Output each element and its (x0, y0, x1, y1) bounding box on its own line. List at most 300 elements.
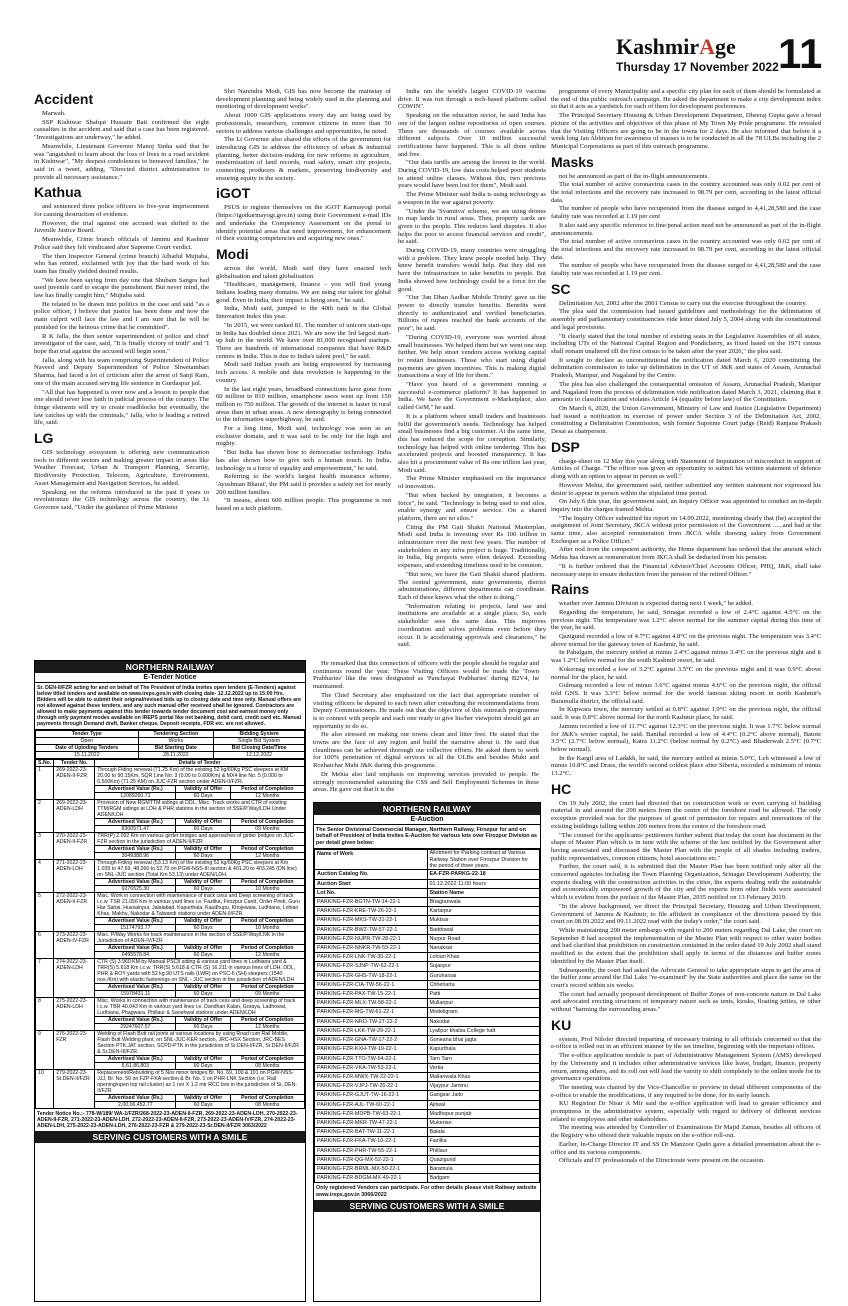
heading-lg: LG (34, 430, 54, 447)
period-of-completion: 12 Months (230, 853, 304, 860)
lot-number: PARKING-FZR-MG-TW-61-22-1 (315, 1008, 428, 1017)
paragraph: About 1000 GIS applications every day are being used by professionals, researchers, common citizens in more than 50 sectors to address various challenges and opportunities, he noted. (216, 112, 391, 135)
paragraph: "We have been saying from day one that Shubam Sangra had used juvenile card to escape the punishment. But never mind, the law has finally caught him," Mujtaba said. (34, 276, 209, 300)
station-name: Ajitwal (427, 1100, 540, 1109)
validity-header: Validity of Offer (176, 786, 230, 793)
heading-ku: KU (551, 1016, 572, 1033)
heading-dsp: DSP (551, 438, 580, 455)
completion-header: Period of Completion (230, 918, 304, 925)
paragraph: Marwah. (42, 110, 66, 117)
validity-of-offer: 60 Days (176, 1024, 230, 1031)
auction-lot-row (315, 999, 540, 1008)
tender-sno: 2 (36, 800, 54, 833)
completion-header: Period of Completion (230, 1017, 304, 1024)
lot-number: PARKING-FZR-GNA-TW-17-22-2 (315, 1036, 428, 1045)
lot-number: PARKING-FZR-PHR-TW-55-22-1 (315, 1146, 428, 1155)
paragraph: programme of every Municipality and a specific city plan for each of them should be formulated at the end of this public outreach campaign. He asked the department to make a city development index so that it acts as a yardstick for each of them for development preferences. (551, 88, 821, 111)
station-name: Batala (427, 1128, 540, 1137)
name-of-work: Allotment for Parking contract at Various Railway Station over Firozpur Division for the period of three years. (427, 850, 540, 870)
paragraph: Kokernag recorded a low of 3.2°C against 3.5°C on the previous night and it was 0.9°C above normal for the place, he said. (551, 665, 821, 681)
station-name: Nakodar (427, 1017, 540, 1026)
story-body (216, 265, 391, 513)
lot-number: PARKING-FZR-KXH-TW-19-22-1 (315, 1045, 428, 1054)
station-name: Quazigund (427, 1155, 540, 1164)
paragraph: India, Modi said, jumped to the 40th rank in the Global Innovation Index this year. (216, 305, 391, 321)
period-of-completion: 08 Months (230, 1102, 304, 1109)
paragraph: During COVID-19, many countries were struggling with a problem. They knew people needed help. They knew benefit transfers would help. But they did not have the infrastructure to take benefits to people. But India showed how technology could be a force for the good. (398, 247, 546, 293)
validity-header: Validity of Offer (176, 819, 230, 826)
validity-of-offer: 60 Days (176, 793, 230, 800)
paragraph: Modi said Indian youth are being empowered by increasing tech access. A mobile and data revolution is happening in the country. (216, 361, 391, 384)
paragraph: "Information relating to projects, land use and institutions are available at a single place. So, each stakeholder sees the same data. This improves coordination and solves problems even before they occur. It is accelerating approvals and clearances," he said. (398, 602, 546, 649)
story-body (34, 203, 209, 427)
paragraph: weather over Jammu Division is expected during next 1 week," he added. (559, 600, 754, 608)
lot-number: PARKING-FZR-AJL-TW-60-22-1 (315, 1100, 428, 1109)
tender-number: 273-2022-23-ADEN-IV-FZR (54, 932, 95, 959)
auction-lot-row (315, 1100, 540, 1109)
paragraph: Jammu recorded a low of 11.7°C against 12.3°C on the previous night. It was 1.7°C below normal for J&K's winter capital, he said. Banihal recorded a low of 4.4°C (0.2°C above normal), Batote 3.5°C (2.7°C below normal), Katra 11.2°C (below normal by 0.2°C) and Bhaderwah 2.5°C (0.7°C below normal). (551, 722, 821, 753)
validity-header: Validity of Offer (176, 918, 230, 925)
lot-number: PARKING-FZR-MKR-TW-47-22-1 (315, 1118, 428, 1127)
lot-number: PARKING-FZR-LKK-TW-29-22-1 (315, 1026, 428, 1035)
advertised-value: 6495578.84 (95, 952, 176, 959)
tender-description: CTR (S) 3.960 KM by Manual PSC8 siding & various yard lines in Ludhiana yard & TRR(S) 5.618 Km i.c.w. TRR(S) 5.618 & CTR (S) 16.211 in various lines of LDH, DDL, PHR & ROY yards with 52 kg 90 UTS rails (LWR) on PSC-6 (SH) sleepers (1540 nos./Km) with elastic fastenings on SNL - JUC section in the jurisdiction of ADEN/LDH (95, 959, 305, 984)
heading-masks: Masks (551, 153, 594, 170)
story-body (551, 300, 821, 436)
paragraph: PSUS to register themselves on the iGOT Karmayogi portal (https://igotkarmayogi.gov.in) using their Government e-mail IDs and undertake the Competency Assessment on the portal to identify potential areas that need improvement, for enhancement of their existing competencies and acquiring new ones." (216, 204, 391, 243)
paragraph: The meeting was chaired by the Vice-Chancellor to preview in detail different components of the e-office to enable the modifications, if any required to be done, for its early launch. (551, 1083, 821, 1099)
advertised-value: 15978431.11 (95, 991, 176, 998)
period-of-completion: 10 Months (230, 886, 304, 893)
station-name: Mullanpur (427, 999, 540, 1008)
tender-description: Welding of Flash Butt rail joints at various locations by using Road cum Rail Mobile, Flash Butt Welding plant, on SNL-JUC-KER section, JRC-HSX Section, JRC-BES Section PTK.JAT section, SCPD-PTK in the jurisdiction of Sr.DEN-I/FZR, Sr.DEN-II/FZR & Sr.DEN-III/FZR. (95, 1031, 305, 1056)
tender-description: Misc. Works in connection with maintenance of track cess and deep screening of track i.c.w. TBR 40.043 Km in various yard lines i.e. Dandhari Kalan, Goraya, Ladhowal, Ludhiana, Phagwara, Phillaur & Sanehwal stations under ADEN/LDH (95, 998, 305, 1017)
bid-close-header: Bid Closing Date/Time (214, 745, 305, 752)
completion-header: Period of Completion (230, 945, 304, 952)
advertised-value-header: Advertised Value (Rs.) (95, 918, 176, 925)
lot-number: PARKING-FZR-CIA-TW-56-22-1 (315, 980, 428, 989)
paragraph: "It clearly stated that the total number of existing seats in the Legislative Assemblies of all states, including UTs of the National Capital Region and Pondicherry, as fixed based on the 1971 census shall remain unaltered till the first census to be taken after the year 2026," the plea said. (551, 332, 821, 355)
paragraph: Meanwhile, Crime branch officials of Jammu and Kashmir Police said they felt vindicated after Supreme Court verdict. (34, 236, 209, 251)
station-name: Baramula (427, 1164, 540, 1173)
paragraph: He related to be drawn into politics in the case and said "as a police officer, I believe that justice has been done and now the main culprit will face the law and I am sure that he will be punished for the heinous crime that he committed". (34, 300, 209, 331)
upload-date: 15.11.2022 (36, 752, 139, 759)
paragraph: The total number of active coronavirus cases in the country accounted was only 0.02 per cent of the total infections and the recovery rate increased to 98.79 per cent, according to the latest official data. (551, 238, 821, 261)
auction-lot-row (315, 1054, 540, 1063)
paragraph: and sentenced three police officers to five-year imprisonment for causing destruction of evidence. (34, 203, 209, 219)
paragraph: The Principal Secretary Housing & Urban Development Department, Dheeraj Gupta gave a broad picture of the activities and objectives of this phase of My Town My Pride programme. He revealed that the Visiting Officers are going to be in the towns for 2 days. He also informed that before it a week long Jan Abhiyan for awareness of masses is to be conducted in all the 78 ULBs including the 2 Municipal Corporations as part of this outreach programme. (551, 112, 821, 150)
period-of-completion: 12 Months (230, 793, 304, 800)
tender-number: 274-2022-23-ADEN-LDH (54, 959, 95, 998)
tender-sno: 8 (36, 998, 54, 1031)
column-2 (216, 88, 391, 652)
tender-number: 276-2022-23-FZR (54, 1031, 95, 1070)
paragraph: The e-office application module is part of Administrative Management System (AMS) developed by the University and it includes other administrative services like leave, budget, finance, property return, among others, and its roll out will lead the varsity to shift completely to the online mode for its governance operations. (551, 1052, 821, 1083)
tender-row (36, 1031, 305, 1056)
lot-header: Lot No. (315, 888, 428, 897)
paragraph: SSP Kishtwar Shafqat Hussain Batt confirmed the eight casualties in the accident and said that a case has been registered. "Investigations are underway," he added. (34, 118, 209, 142)
station-name: Nanaksar (427, 944, 540, 953)
paragraph: However, the trial against one accused was shifted to the Juvenile Justice Board. (34, 219, 209, 235)
auction-lot-row (315, 1118, 540, 1127)
paragraph: In Kupwara town, the mercury settled at 0.8°C against 1.9°C on the previous night, the official said. It was 0.8°C above normal for the north Kashmir place, he said. (551, 706, 821, 722)
paragraph: GIS technology ecosystem is offering new communication tools to different sectors and making greater impact in areas like Weather Forecast, Urban & Transport Planning, Security, Biodiversity Protection, Telecom, Agriculture, Environment, Asset Management and Navigation Services, he added. (34, 449, 209, 487)
completion-header: Period of Completion (230, 1095, 304, 1102)
advertised-value-header: Advertised Value (Rs.) (95, 945, 176, 952)
column-3-cs-story (313, 660, 539, 800)
paragraph: Meanwhile, Lieutenant Governor Manoj Sinha said that he was "anguished to learn about the loss of lives in a road accident in Kishtwar", "My deepest condolences to bereaved families," he said in a tweet, adding, "Directed district administration to provide all necessary assistance." (34, 142, 209, 181)
validity-of-offer: 60 Days (176, 925, 230, 932)
paragraph: Subsequently, the court had asked the Advocate General to take appropriate steps to get the area of the buffer zone around the Dal Lake "re-examined" by the State authorities and place the same on the court's record within six weeks. (551, 966, 821, 989)
auction-lot-row (315, 990, 540, 999)
station-name: Lyallpur khalsa College halt (427, 1026, 540, 1035)
advertised-value-header: Advertised Value (Rs.) (95, 879, 176, 886)
paragraph: The Prime Minister said India is using technology as a weapon in the war against poverty. (398, 191, 546, 206)
auction-lot-row (315, 907, 540, 916)
paragraph: "Our 'Jan Dhan Aadhar Mobile Trinity' gave us the power to directly transfer benefits. Benefits went directly to authenticated and verified beneficiaries. Billions of rupees reached the bank accounts of the poor", he said. (398, 294, 546, 333)
station-name: Nurpur Road (427, 934, 540, 943)
paragraph: Delimitation Act, 2002 after the 2001 Census to carry out the exercise throughout the country. (559, 299, 807, 307)
tender-sno: 10 (36, 1070, 54, 1109)
paragraph: "Have you heard of a government running a successful e-commerce platform? It has happened in India. We have the Government e-Marketplace, also called GeM," he said. (398, 381, 546, 412)
advertised-value: 8300571.47 (95, 826, 176, 833)
newspaper-logo: KashmirAge (616, 34, 736, 59)
paragraph: "But now, we have the Gati Shakti shared platform. The central government, state governments, district administrations, different departments can coordinate. Each of these knows what the other is doing." (398, 570, 546, 601)
lot-number: PARKING-FZR-GHS-TW-18-22-1 (315, 971, 428, 980)
auction-lot-row (315, 980, 540, 989)
lot-number: PARKING-FZR-VJPJ-TW-25-22-1 (315, 1082, 428, 1091)
paragraph: "All that has happened is over now and a lesson to people that one should never lose faith in judicial process of the country. The fringe elements will try to create roadblocks but eventually, the law catches up with the criminals," Jalla, who is leading a retired life, said. (34, 388, 209, 427)
lot-number: PARKING-FZR-BDGM-MX-49-22-1 (315, 1174, 428, 1183)
tender-row (36, 959, 305, 984)
paragraph: Dr Mehta also laid emphasis on improving services provided to people. He strongly recommended saturating the CSS and Self Employment Schemes in these areas. He gave out that it is the (313, 770, 539, 794)
advertised-value: 29247607.57 (95, 1024, 176, 1031)
completion-header: Period of Completion (230, 1056, 304, 1063)
tender-sno: 9 (36, 1031, 54, 1070)
station-name: Sujanpur (427, 962, 540, 971)
station-name: Madhopur punjab (427, 1109, 540, 1118)
auction-lot-row (315, 898, 540, 907)
heading-rains: Rains (551, 581, 590, 598)
auction-footer: Only registered Vendors can participate. For other details please visit Railway website www.ireps.gov.in 3066/2022 (316, 1185, 537, 1198)
auction-lot-row (315, 1174, 540, 1183)
paragraph: The number of people who have recuperated from the disease surged to 4,41,28,580 and the case fatality rate was recorded at 1.19 per cent. (551, 262, 821, 278)
period-of-completion: 09 Months (230, 826, 304, 833)
auction-lot-row (315, 962, 540, 971)
auction-lot-row (315, 1082, 540, 1091)
auction-lot-row (315, 1072, 540, 1081)
paragraph: Shri Narendra Modi, GIS has now become the mainstay of development planning and being widely used in the planning and monitoring of development works". (216, 88, 391, 111)
paragraph: "The counsel for the applicants/ petitioners further submit that today the court has document in the shape of Master Plan which is in tune with the scheme of the law notified by the Government after having associated and discussed the Master Plan with the people of all shades including traders, public representatives, common citizens, hotel associations etc." (551, 831, 821, 862)
advertised-value: 2,00,06,452.77 (95, 1102, 176, 1109)
auction-slogan: SERVING CUSTOMERS WITH A SMILE (314, 1200, 540, 1212)
column-1 (34, 88, 209, 652)
paragraph: On March 6, 2020, the Union Government, Ministry of Law and Justice (Legislative Department) had issued a notification in exercise of power under Section 3 of the Delimitation Act, 2002, constituting a Delimitation Commission, with former Supreme Court judge (Retd) Ranjana Prakash Desai as chairperson. (551, 404, 821, 436)
auction-lot-row (315, 916, 540, 925)
tender-row (36, 860, 305, 879)
tender-number: 272-2022-23-ADEN-II-FZR (54, 893, 95, 932)
paragraph: "But when backed by integration, it becomes a force", he said. "Technology is being used to end silos, enable synergy and ensure service. On a shared platform, there are no silos." (398, 491, 546, 522)
story-body (34, 449, 209, 512)
validity-header: Validity of Offer (176, 1017, 230, 1024)
completion-header: Period of Completion (230, 879, 304, 886)
tender-row (36, 800, 305, 819)
paragraph: The Prime Minister emphasised on the importance of innovation. (398, 475, 546, 491)
validity-header: Validity of Offer (176, 984, 230, 991)
paragraph: For a long time, Modi said, technology was seen as an exclusive domain, and it was said to be only for the high and mighty. (216, 425, 391, 448)
tender-intro: Sr. DEN-II/FZR acting for and on behalf of The President of India invites open tenders (E-Tenders) against below titled tenders and available on www.ireps.gov.in with closing date- 12.12.2022 up to 15:00 Hrs. Bidders will be able to submit their original/revised bids up to closing date and time only. Manual offers are not allowed against these tenders, and any such manual offer received shall be ignored. Contractors are allowed to make payments against this tender towards tender document cost and earnest money only through only payment modes available on IREPS portal like net banking, debit card, credit card etc. Manual payments through Demand draft, Banker cheque, Deposit receipts, FDR etc. are not allowed. (35, 683, 305, 730)
auction-lot-row (315, 1026, 540, 1035)
tender-number: 269-2022-23-ADEN-II-FZR (54, 767, 95, 800)
paragraph: The Chief Secretary also emphasized on the fact that appropriate number of visiting officers be deputed to each town after consulting the recommendations from Deputy Commissioners. He made out that the objective of this outreach programme is to connect with people and each one ready to give his/her viewpoint should get an opportunity to do so. (313, 691, 539, 730)
station-name: Tarn Tarn (427, 1054, 540, 1063)
station-name: Badgam (427, 1174, 540, 1183)
paragraph: "Our data tariffs are among the lowest in the world. During COVID-19, low data costs helped poor students to attend online classes. Without this, two precious years would have been lost for them", Modi said. (398, 159, 546, 190)
advertised-value-header: Advertised Value (Rs.) (95, 1017, 176, 1024)
advertised-value: 12089260.71 (95, 793, 176, 800)
tender-row (36, 998, 305, 1017)
tender-items-table (35, 759, 305, 1109)
tendering-section-value: Works (138, 738, 214, 745)
story-body (216, 204, 391, 243)
paragraph: The total number of active coronavirus cases in the country accounted was only 0.02 per cent of the total infections and the recovery rate increased to 98.79 per cent, according to the latest official data. (551, 181, 821, 204)
auction-lot-row (315, 1091, 540, 1100)
paragraph: The then Inspector General (crime branch) Afhadul Mujtaba, who has retired, exclaimed with joy that the hard work of his team has finally yielded desired results. (34, 252, 209, 275)
auction-table (314, 849, 540, 1183)
auction-lot-row (315, 1063, 540, 1072)
station-name: Verka (427, 1063, 540, 1072)
paragraph: The Lt Governor also shared the efforts of the government for introducing GIS to address the efficiency of urban & industrial planning, better decision-making for new reforms in agriculture, modernization of land records, road safety, smart city projects, connecting producers & markets, preserving biodiversity and ensuring equity in the society. (216, 136, 391, 182)
tender-description: Replacement/Rebuilding of 5 Nos minor bridges Br. No. 69, 100 & 101 on PGW-NSS-JJJ, Br. No. 50 on FZP-FKA section & Br. No. 1 on PHR-LNK Section (i.e. Rail opening/open top rail cluster) as 1 nor X 1.2 mtr RCC box in the jurisdiction of Sr. DEN-II/FZR (95, 1070, 305, 1095)
paragraph: He also stressed on making our towns clean and litter free. He stated that the towns are the face of any region and build the narrative about it. He said that cleanliness can be achieved thorough our collective efforts. He asked them to work for 100% penetration of digital services in all the ULBs and besides Mukt and Rozhatchar Mahi J&K during this programme. (313, 731, 539, 770)
lot-number: PARKING-FZR-KRE-TW-26-22-1 (315, 907, 428, 916)
tender-sno: 3 (36, 833, 54, 860)
paragraph: Officials and IT professionals of the Directorate were present on the occasion. (559, 1157, 765, 1165)
paragraph: Citing the PM Gati Shakti National Masterplan, Modi said India is investing over Rs 100 trillion in infrastructure over the next few years. The number of stakeholders in any infra project is huge. Traditionally, in India, big projects were often delayed. Exceeding expenses, and extending timelines used to be common. (398, 523, 546, 570)
story-body (551, 800, 821, 1014)
column-3 (398, 88, 546, 652)
auction-lot-row (315, 1045, 540, 1054)
paragraph: "During COVID-19, everyone was worried about small businesses. We helped them but we went one step further. We help street vendors access working capital to restart businesses. Those who start using digital payments are given incentives. This is making digital transactions a way of life for them." (398, 333, 546, 380)
upload-date-header: Date of Uploding Tenders (36, 745, 139, 752)
tender-sno: 4 (36, 860, 54, 893)
paragraph: It sought to declare as unconstitutional the notification dated March 6, 2020 constituting the delimitation commission to take up delimitation in the UT of J&K and states of Assam, Arunachal Pradesh, Manipur, and Nagaland by the Centre. (551, 356, 821, 380)
auction-lot-row (315, 934, 540, 943)
tender-description: Misc. Work in connection with maintenance of track cess and Deep screening of track i.c.w. TSR 21.056 Km in various yard lines i.e. Fazilka, Firozpur Cantt, Order Pindi, Guru Har Sahai, Hussainpur, Jalalabad, Kapurthala, Kaudhupu, Khojewala, Ludhiana, Lohian Khas, Makhu, Nakodar & Talwandi stations under ADEN-II/FZR. (95, 893, 305, 918)
paragraph: Qazigund recorded a low of 4.7°C against 4.8°C on the previous night. The temperature was 3.4°C above normal for the gateway town of Kashmir, he said. (551, 633, 821, 648)
lot-number: PARKING-FZR-MLX-TW-58-22-1 (315, 999, 428, 1008)
period-of-completion: 12 Months (230, 1024, 304, 1031)
paragraph: charge-sheet on 12 May this year along with Statement of Imputation of misconduct in support of Articles of Charge. "The officer was given an opportunity to submit his written statement of defence along with an option to appear in person as well." (551, 457, 821, 481)
period-of-completion: 10 Months (230, 925, 304, 932)
lot-number: PARKING-FZR-MDPB-TW-63-22-1 (315, 1109, 428, 1118)
auction-lot-row (315, 1164, 540, 1173)
bid-start-date: 28.11.2022 (138, 752, 214, 759)
paragraph: He remarked that this connection of officers with the people should be regular and continuous round the year. These Visiting Officers would be made the 'Town Prabharies' like the ones designated as 'Panchayat Prabharies' during B2V4, he maintained. (313, 660, 539, 691)
validity-of-offer: 60 Days (176, 826, 230, 833)
auction-lot-row (315, 1155, 540, 1164)
tender-number: 279-2022-23-Sr.DEN-II/FZR (54, 1070, 95, 1109)
validity-of-offer: 60 Days (176, 886, 230, 893)
story-body (551, 173, 821, 278)
auction-lot-row (315, 1036, 540, 1045)
tender-footer: Tender Notice No.:- 778-W/189/ WA-1/FZR/268-2022-23-ADEN-II-FZR, 269-2022-23-ADEN-LDH, 270-2022-23-ADEN-II-FZR, 271-2022-23-ADEN-LDH, 272-2022-23-ADEN-II-FZR, 273-2022-23-ADEN-IV/FZR, 274-2022-23-ADEN-LDH, 275-2022-23-ADEN-LDH, 276-2022-23-FZR & 279-2022-23-Sr.DEN-II/FZR 3063/2022 (37, 1111, 298, 1129)
tender-type-value: Open (36, 738, 139, 745)
station-name: Muktsar (427, 916, 540, 925)
tender-description: Through Fitting renewal (71.25 Km) of the existing 52 kg/60Kg PSC sleepers at KM 20.00 to 90.15Km, SQR Line No. 3 (0.00 to 0.600Km) & MX4 line No. 5 (0.000 to 0.500Km) (71.25 KM) on JUC-FZR section under ADEN-II/FZR. (95, 767, 305, 786)
paragraph: The number of people who have recuperated from the disease surged to 4,41,28,580 and the case fatality rate was recorded at 1.19 per cent (551, 205, 821, 221)
completion-header: Period of Completion (230, 846, 304, 853)
advertised-value-header: Advertised Value (Rs.) (95, 984, 176, 991)
paragraph: Referring to the world's largest health insurance scheme, 'Ayushman Bharat', the PM said it provides a safety net for nearly 200 million families. (216, 473, 391, 496)
auction-lot-row (315, 1008, 540, 1017)
tender-subtitle: E-Tender Notice (35, 673, 305, 683)
paragraph: While maintaining 200 meter embargo with regard to 200 meters regarding Dal Lake, the court on September 8 had accepted the implementation of the Master Plan with respect to other water bodies and had clarified that prohibition on construction contained in the order dated 19 July 2002 shall stand modified to the extent that the prohibition shall apply in terms of the distances and buffer zones identified by the Master Plan itself. (551, 926, 821, 965)
paragraph: "But India has shown how to democratise technology. India has also shown how to give tech a human touch. In India, technology is a force of equality and empowerment," he said. (216, 449, 391, 472)
story-body (34, 110, 209, 181)
name-of-work-label: Name of Work (315, 850, 428, 870)
story-body (551, 600, 821, 777)
auction-code: 3066/2022 (361, 1191, 387, 1198)
station-name: Mallanwala Khas (427, 1072, 540, 1081)
station-name: Patti (427, 990, 540, 999)
tender-sno: 6 (36, 932, 54, 959)
advertised-value: 9276525.30 (95, 886, 176, 893)
station-name: Kapurthala (427, 1045, 540, 1054)
lot-number: PARKING-FZR-NUPR-TW-28-22-1 (315, 934, 428, 943)
tender-description: Through Fitting renewal (53.13 Km) of the existing 52 kg/60Kg PSC sleepers at Km 1.039 to 47.69, 48.266 to 52.70 on PGW-NSS-III section & 401.20 to 403.245 (DN line) on SNL-JUC section (Total Km 53.13) under ADEN/LDH. (95, 860, 305, 879)
e-auction-ad (313, 802, 541, 1302)
paragraph: system, Prof Nilofer directed imparting of necessary training to all officials concerned so that the e-office is rolled out in an efficient manner by the set timeline, beginning with the important offices. (551, 1035, 821, 1051)
heading-accident: Accident (34, 91, 94, 107)
station-name: Phillaur (427, 1146, 540, 1155)
paragraph: "In the above background, we direct the Principal Secretary, Housing and Urban Development, Government of Jammu & Kashmir, to file affidavit in compliance of the directions passed by this court on 08.09.2022 and 09.11.2022 read with the today's order," the court said. (551, 902, 821, 926)
column-4 (551, 88, 821, 1298)
tender-row (36, 932, 305, 945)
completion-header: Period of Completion (230, 786, 304, 793)
validity-header: Validity of Offer (176, 1095, 230, 1102)
lot-number: PARKING-FZR-SJNP-TW-62-22-1 (315, 962, 428, 971)
paragraph: It also said any specific reference to fine/penal action need not be announced as part of the in-flight announcements. (551, 221, 821, 237)
tender-slogan: SERVING CUSTOMERS WITH A SMILE (35, 1131, 305, 1143)
tender-code: 3063/2022 (242, 1123, 267, 1129)
tendering-section-header: Tendering Section (138, 731, 214, 738)
tender-sno: 1 (36, 767, 54, 800)
lot-number: PARKING-FZR-FKA-TW-10-22-1 (315, 1137, 428, 1146)
lot-number: PARKING-FZR-BWZ-TW-57-22-1 (315, 925, 428, 934)
heading-sc: SC (551, 280, 571, 297)
paragraph: "The Inquiry Officer submitted his report on 14.09.2022, mentioning clearly that (he) accepted the assignment of Joint Secretary, JKCA without prior permission of the Government ......and had at the same time, also accepted remuneration from JKCA while drawing salary from Government Exchequer as a Police Officer." (551, 514, 821, 545)
advertised-value-header: Advertised Value (Rs.) (95, 1095, 176, 1102)
station-name: Vijaypur Jammu (427, 1082, 540, 1091)
paragraph: not be announced as part of the in-flight announcements. (559, 172, 709, 180)
lot-number: PARKING-FZR-PAX-TW-15-22-1 (315, 990, 428, 999)
validity-header: Validity of Offer (176, 846, 230, 853)
auction-lot-row (315, 944, 540, 953)
paragraph: On July 6 this year, the government said, an Inquiry Officer was appointed to conduct an in-depth inquiry into the charges framed Mehta. (551, 498, 821, 513)
catalog-label: Auction Catalog No. (315, 870, 428, 879)
auction-lot-row (315, 925, 540, 934)
period-of-completion: 12 Months (230, 952, 304, 959)
tender-banner: NORTHERN RAILWAY (35, 661, 305, 673)
paragraph: India ran the world's largest COVID-19 vaccine drive. It was run through a tech-based platform called COWIN". (398, 88, 546, 111)
paragraph: Jalla, along with his team comprising Superintendent of Police Naveed and Deputy Superintendent of Police Shwetambari Sharma, had faced a lot of criticism after the arrest of Sanji Ram, one of the main accused serving life sentence in Gurdaspur jail. (34, 356, 209, 387)
validity-of-offer: 60 Days (176, 952, 230, 959)
paragraph: Gulmarg recorded a low of minus 3.6°C against minus 4.6°C on the previous night, the official told GNS. It was 3.3°C below normal for the world famous skiing resort in north Kashmir's Baramulla district, the official said. (551, 682, 821, 705)
tender-no-header: Tender No. (54, 760, 95, 767)
bid-start-header: Bid Starting Date (138, 745, 214, 752)
paragraph: The plea has also challenged the consequential omission of Assam, Arunachal Pradesh, Manipur and Nagaland from the process of delimitation vide notification dated March 3, 2021, claiming that it amounts to classification and violates Article 14 (equality before law) of the Constitution. (551, 380, 821, 404)
paragraph: "Under the 'Svamitva' scheme, we are using drones to map lands in rural areas. Then, property cards are given to the people. This reduces land disputes. It also helps the poor to access financial services and credit", he said. (398, 207, 546, 246)
tender-number: 270-2022-23-ADEN-II-FZR (54, 833, 95, 860)
tender-meta-table (35, 730, 305, 759)
issue-date: Thursday 17 November 2022 (616, 60, 779, 74)
story-body (216, 88, 391, 182)
validity-header: Validity of Offer (176, 1056, 230, 1063)
tender-description: Provision of New RGMTTM sidings at DDL, Misc. Track works and CTR of existing TTM/RGM sidings at LDH & PHR stations in the section of SSE/P.Way/LDH Under ADEN/LDH (95, 800, 305, 819)
tender-notice-ad (34, 660, 306, 1302)
tender-sno: 5 (36, 893, 54, 932)
paragraph: across the world, Modi said they have enacted tech globalisation and talent globalisation. (216, 264, 391, 280)
page-number: 11 (778, 30, 823, 77)
advertised-value-header: Advertised Value (Rs.) (95, 786, 176, 793)
paragraph: However Mehta, the government said, neither submitted any written statement nor expressed his desire to appear in person within the stipulated time period. (551, 481, 821, 497)
sno-header: S.No. (36, 760, 54, 767)
paragraph: "It is further ordered that the Financial Advisor/Chief Accounts Officer, PHQ, J&K, shall take necessary steps to ensure deduction from the pension of the retired Officer." (551, 562, 821, 578)
auction-start: 01.12.2022 11:00 hours (427, 879, 540, 888)
lot-number: PARKING-FZR-MKS-TW-31-22-1 (315, 916, 428, 925)
story-body (551, 88, 821, 151)
paragraph: Earlier, In-Charge Director IT and SS Dr Manzoor Qadri gave a detailed presentation about the e-office and its various components. (551, 1140, 821, 1156)
bidding-system-value: Single Bid System (214, 738, 305, 745)
paragraph: Regarding the temperature, he said, Srinagar recorded a low of 2.4°C against 4.5°C on the previous night. The temperature was 1.2°C above normal for the summer capital during this time of the year, he said. (551, 608, 821, 632)
tender-row (36, 767, 305, 786)
paragraph: On 19 July 2002, the court had directed that no construction work or even carrying of building material in and around the 200 meters from the centre of the foreshore road be allowed. The only exception provided was for the purposes of grant of permission for repairs and renovations of the existing buildings falling within 200 meters from the centre of the foreshore road. (551, 799, 821, 830)
lot-number: PARKING-FZR-BRML-MX-50-22-1 (315, 1164, 428, 1173)
period-of-completion: 08 Months (230, 1063, 304, 1070)
story-body (551, 458, 821, 579)
paragraph: "Healthcare, management, finance - you will find young Indians leading many domains. We are using our talent for global good. Even in India, their impact is being seen," he said. (216, 281, 391, 304)
lot-number: PARKING-FZR-NRO-TW-27-22-2 (315, 1017, 428, 1026)
validity-of-offer: 60 Days (176, 1063, 230, 1070)
lot-number: PARKING-FZR-GJUT-TW-16-22-1 (315, 1091, 428, 1100)
story-body (398, 88, 546, 649)
auction-lot-row (315, 1137, 540, 1146)
period-of-completion: 09 Months (230, 991, 304, 998)
catalog-number: EA-FZR-PARKG-22-18 (427, 870, 540, 879)
station-name: Chheharta (427, 980, 540, 989)
station-name: Bhagtanwala (427, 898, 540, 907)
auction-lot-row (315, 971, 540, 980)
station-name: Fazilka (427, 1137, 540, 1146)
details-header: Details of Tender (95, 760, 305, 767)
paragraph: Speaking on the education sector, he said India has one of the largest online repositories of open courses. There are thousands of courses available across different subjects. Over 10 million successful certifications have happened. This is all done online and free. (398, 112, 546, 158)
tender-row (36, 833, 305, 846)
auction-lot-row (315, 1109, 540, 1118)
lot-number: PARKING-FZR-VKA-TW-53-22-1 (315, 1063, 428, 1072)
validity-of-offer: 60 Days (176, 853, 230, 860)
completion-header: Period of Completion (230, 819, 304, 826)
advertised-value-header: Advertised Value (Rs.) (95, 1056, 176, 1063)
tender-description: TRR(P) 2.092 Km on various girder bridges and approaches of girder bridges on JUC-FZR section in the jurisdiction of ADEN-II/FZR (95, 833, 305, 846)
paragraph: In the Kargil area of Ladakh, he said, the mercury settled at minus 5.0°C, Leh witnessed a low of minus 10.8°C and Drass, the world's second coldest place after Siberia, recorded a minimum of minus 13.2°C. (551, 754, 821, 778)
paragraph: The plea said the commission had issued guidelines and methodology for the delimitation of assembly and parliamentary constituencies vide letter dated July 5, 2004 along with the constitutional and legal provisions. (551, 308, 821, 331)
lot-number: PARKING-FZR-LNK-TW-30-22-1 (315, 953, 428, 962)
paragraph: KU Registrar Dr Nisar A Mir said the e-office application will lead to greater efficiency and promptness in the administrative system, especially with regard to delivery of different services related to employees and other stakeholders. (551, 1100, 821, 1123)
station-name: Kartarpur (427, 907, 540, 916)
paragraph: The meeting was attended by Controller of Examinations Dr Majid Zaman, besides all officers of the Registry who offered their valuable inputs on the e-office roll-out. (551, 1124, 821, 1140)
advertised-value-header: Advertised Value (Rs.) (95, 846, 176, 853)
